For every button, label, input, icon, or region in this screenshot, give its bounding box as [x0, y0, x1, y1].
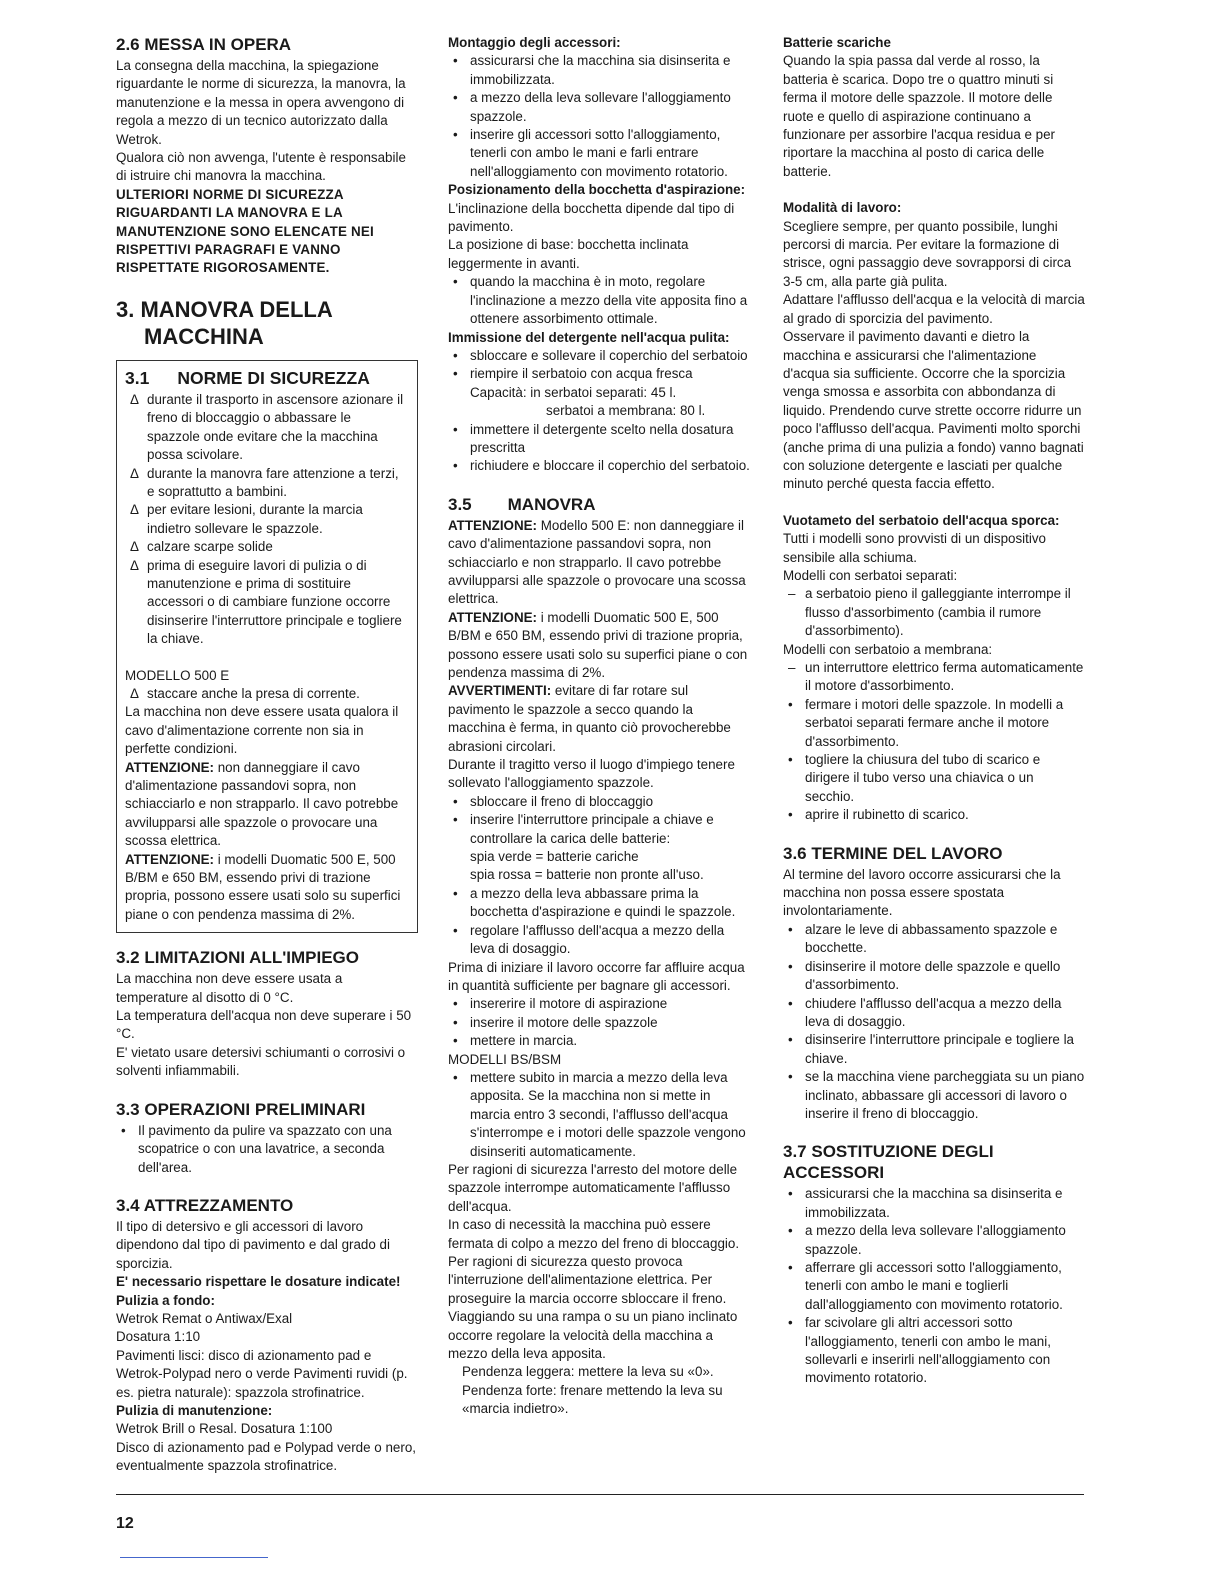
bullet-icon: • — [453, 996, 458, 1012]
list-item: • a mezzo della leva abbassare prima la bocchetta d'aspirazione e quindi le spazzole. — [453, 885, 736, 920]
bullet-icon: • — [453, 347, 458, 363]
model-label: MODELLO 500 E — [125, 667, 230, 683]
paragraph: La temperatura dell'acqua non deve superare i 50 °C. — [116, 1008, 412, 1042]
list-item: Δ per evitare lesioni, durante la marcia indietro sollevare le spazzole. — [130, 502, 363, 536]
bullet-icon: • — [453, 1014, 458, 1030]
list-item: • inserire l'interruttore principale a chiave e controllare la carica delle batterie: — [453, 812, 714, 846]
replace-accessories-list — [783, 1185, 1085, 1387]
list-item: • inserire gli accessori sotto l'alloggiamento, tenerli con ambo le mani e farli entrare nell'alloggiamento con movimento rotatorio. — [453, 127, 728, 179]
paragraph: La macchina non deve essere usata a temperature al disotto di 0 °C. — [116, 971, 343, 1005]
slope-line: Pendenza forte: frenare mettendo la leva su «marcia indietro». — [462, 1382, 723, 1417]
bullet-icon: • — [453, 885, 458, 901]
bullet-icon: • — [788, 1223, 793, 1239]
bullet-icon: • — [788, 958, 793, 974]
list-item: • mettere in marcia. — [448, 1032, 752, 1050]
list-item: • Il pavimento da pulire va spazzato con una scopatrice o con una lavatrice, a seconda dell'area. — [121, 1122, 392, 1175]
list-item: • chiudere l'afflusso dell'acqua a mezzo della leva di dosaggio. — [788, 995, 1062, 1029]
list-item: • aprire il rubinetto di scarico. — [783, 806, 1085, 824]
nozzle-list — [448, 273, 752, 328]
subheading: Pulizia a fondo: — [116, 1292, 215, 1308]
paragraph: Qualora ciò non avvenga, l'utente è responsabile di istruire chi manovra la macchina. — [116, 150, 406, 184]
bullet-icon: • — [453, 922, 458, 938]
warning-triangle-icon: Δ — [130, 502, 139, 518]
capacity-line: serbatoi a membrana: 80 l. — [546, 403, 706, 419]
operation-list — [448, 995, 752, 1050]
section-2-6-title: 2.6 MESSA IN OPERA — [116, 35, 292, 54]
bullet-icon: • — [788, 1069, 793, 1085]
list-item: • regolare l'afflusso dell'acqua a mezzo della leva di dosaggio. — [453, 922, 725, 957]
list-item: • disinserire il motore delle spazzole e quello d'assorbimento. — [788, 958, 1061, 993]
warning-triangle-icon: Δ — [130, 391, 139, 407]
paragraph: Osservare il pavimento davanti e dietro la macchina e assicurarsi che l'alimentazione d'acqua sia sufficiente. Occorre che la sporcizia venga smossa e assorbita con abbondanza di liquido. Prendendo curve strette occorre ridurre un poco l'afflusso dell'acqua. Pavimenti molto sporchi (anche prima di una pulizia a fondo) vanno bagnati con soluzione detergente e lasciati per qualche minuto perché questa faccia effetto. — [783, 329, 1084, 492]
list-item: • sbloccare il freno di bloccaggio — [448, 793, 752, 811]
section-title-line: 3.7 SOSTITUZIONE DEGLI — [783, 1142, 994, 1162]
list-item: • far scivolare gli altri accessori sotto l'alloggiamento, tenerli con ambo le mani, sollevarli e inserirli nell'alloggiamento con movimento rotatorio. — [788, 1315, 1051, 1386]
bold-notice: E' necessario rispettare le dosature indicate! — [116, 1274, 401, 1290]
bullet-icon: • — [453, 812, 458, 828]
paragraph: Wetrok Brill o Resal. Dosatura 1:100 — [116, 1421, 333, 1437]
warning-paragraph: ATTENZIONE: non danneggiare il cavo d'alimentazione passandovi sopra, non schiacciarlo e non strapparlo. Il cavo potrebbe avvilupparsi alle spazzole o provocare una scossa elettrica. — [125, 759, 399, 849]
footer-line — [120, 1557, 268, 1558]
bullet-icon: • — [453, 127, 458, 143]
detergent-list — [448, 347, 752, 384]
warning-paragraph: AVVERTIMENTI: evitare di far rotare sul pavimento le spazzole a secco quando la macchina è ferma, in quanto ciò provocherebbe abrasioni circolari. — [448, 683, 731, 754]
section-3-1-title — [125, 367, 407, 389]
bullet-icon: • — [788, 807, 793, 823]
list-item: Δ calzare scarpe solide — [125, 538, 407, 556]
paragraph: E' vietato usare detersivi schiumanti o corrosivi o solventi infiammabili. — [116, 1044, 406, 1079]
bullet-icon: • — [121, 1122, 126, 1138]
paragraph: Prima di iniziare il lavoro occorre far affluire acqua in quantità sufficiente per bagnare gli accessori. — [448, 959, 745, 993]
paragraph: Wetrok Remat o Antiwax/Exal — [116, 1310, 293, 1326]
column-3 — [783, 34, 1085, 1388]
operation-list — [448, 885, 752, 959]
model-label: MODELLI BS/BSM — [448, 1051, 562, 1067]
bullet-icon: • — [453, 458, 458, 474]
bullet-icon: • — [788, 1315, 793, 1331]
list-item: • quando la macchina è in moto, regolare l'inclinazione a mezzo della vite apposita fino a ottenere assorbimento ottimale. — [453, 274, 748, 327]
detergent-list — [448, 421, 752, 476]
paragraph: Scegliere sempre, per quanto possibile, lunghi percorsi di marcia. Per evitare la formazione di strisce, ogni passaggio deve sovrapporsi di circa 3-5 cm, alla parte già pulita. — [783, 218, 1072, 289]
list-item: • assicurarsi che la macchina sa disinserita e immobilizzata. — [788, 1186, 1063, 1220]
list-item: • a mezzo della leva sollevare l'alloggiamento spazzole. — [788, 1223, 1066, 1257]
section-3-4-title: 3.4 ATTREZZAMENTO — [116, 1195, 294, 1215]
safety-rules-box — [116, 360, 418, 933]
list-item: • afferrare gli accessori sotto l'alloggiamento, tenerli con ambo le mani e toglierli dall'alloggiamento con movimento rotatorio. — [788, 1259, 1063, 1312]
list-item: • mettere subito in marcia a mezzo della leva apposita. Se la macchina non si mette in marcia entro 3 secondi, l'afflusso dell'acqua s'interrompe e i motori delle spazzole vengono disinseriti automaticamente. — [453, 1069, 746, 1159]
operation-list — [448, 1069, 752, 1161]
section-title-line: ACCESSORI — [783, 1163, 885, 1183]
section-3-7-title — [783, 1141, 1085, 1183]
paragraph: Durante il tragitto verso il luogo d'impiego tenere sollevato l'alloggiamento spazzole. — [448, 757, 735, 791]
bullet-icon: • — [788, 921, 793, 937]
operation-list — [448, 793, 752, 848]
list-item: Δ prima di eseguire lavori di pulizia o di manutenzione e prima di sostituire accessori o di cambiare funzione occorre disinserire l'interruttore principale e togliere la chiave. — [130, 557, 402, 647]
indicator-line: spia verde = batterie cariche — [470, 849, 639, 865]
paragraph: La consegna della macchina, la spiegazione riguardante le norme di sicurezza, la manovra, la manutenzione e la messa in opera avvengono di regola a mezzo di un tecnico autorizzato dalla Wetrok. — [116, 58, 406, 147]
subheading: Batterie scariche — [783, 35, 891, 50]
bullet-icon: • — [453, 274, 458, 290]
list-item: • fermare i motori delle spazzole. In modelli a serbatoi separati fermare anche il motore d'assorbimento. — [788, 696, 1064, 749]
warning-paragraph: ATTENZIONE: i modelli Duomatic 500 E, 500 B/BM e 650 BM, essendo privi di trazione propria, possono essere usati solo su superfici piane o con pendenza massima di 2%. — [125, 851, 401, 922]
bullet-icon: • — [453, 1033, 458, 1049]
chapter-title-line: 3. MANOVRA DELLA — [116, 296, 333, 322]
warning-paragraph: ATTENZIONE: i modelli Duomatic 500 E, 500 B/BM e 650 BM, essendo privi di trazione propria, possono essere usati solo su superfici piane o con pendenza massima di 2%. — [448, 609, 748, 680]
list-item: – un interruttore elettrico ferma automaticamente il motore d'assorbimento. — [788, 660, 1084, 694]
list-item: – a serbatoio pieno il galleggiante interrompe il flusso d'assorbimento (cambia il rumore d'assorbimento). — [788, 586, 1071, 639]
slope-line: Pendenza leggera: mettere la leva su «0». — [462, 1364, 714, 1380]
warning-triangle-icon: Δ — [130, 539, 139, 555]
mounting-list — [448, 52, 752, 181]
column-2 — [448, 34, 752, 1419]
section-3-2-title: 3.2 LIMITAZIONI ALL'IMPIEGO — [116, 948, 359, 968]
paragraph: Al termine del lavoro occorre assicurarsi che la macchina non possa essere spostata involontariamente. — [783, 866, 1061, 919]
warning-triangle-icon: Δ — [130, 465, 139, 481]
warning-paragraph: ATTENZIONE: Modello 500 E: non danneggiare il cavo d'alimentazione passandovi sopra, non schiacciarlo e non strapparlo. Il cavo potrebbe avvilupparsi alle spazzole o provocare una scossa elettrica. — [448, 517, 746, 607]
subheading: Modalità di lavoro: — [783, 200, 902, 216]
model-list — [125, 685, 407, 703]
bullet-icon: • — [453, 421, 458, 437]
list-item: • insererire il motore di aspirazione — [448, 995, 752, 1013]
list-item: • togliere la chiusura del tubo di scarico e dirigere il tubo verso una chiavica o un secchio. — [788, 752, 1041, 804]
dash-icon: – — [788, 586, 796, 602]
paragraph: La posizione di base: bocchetta inclinata leggermente in avanti. — [448, 237, 689, 271]
section-number: 3.5 — [448, 494, 472, 514]
list-item: • alzare le leve di abbassamento spazzole e bocchette. — [788, 921, 1058, 956]
bullet-icon: • — [453, 53, 458, 69]
list-item: • assicurarsi che la macchina sia disinserita e immobilizzata. — [453, 53, 731, 87]
subheading: Vuotameto del serbatoio dell'acqua sporca: — [783, 512, 1060, 528]
paragraph: Adattare l'afflusso dell'acqua e la velocità di marcia al grado di sporcizia del pavimento. — [783, 292, 1085, 326]
bullet-icon: • — [453, 793, 458, 809]
list-item: Δ staccare anche la presa di corrente. — [125, 685, 407, 703]
column-1 — [116, 34, 418, 1476]
section-3-6-title: 3.6 TERMINE DEL LAVORO — [783, 843, 1003, 863]
list-item: Δ durante la manovra fare attenzione a terzi, e soprattutto a bambini. — [130, 465, 399, 499]
dash-list — [783, 659, 1085, 696]
bullet-icon: • — [788, 1186, 793, 1202]
paragraph: Quando la spia passa dal verde al rosso, la batteria è scarica. Dopo tre o quattro minuti si ferma il motore delle spazzole. Il motore delle ruote e quello di aspirazione continuano a funzionare per assorbire l'acqua residua e per riportare la macchina al posto di carica delle batterie. — [783, 53, 1056, 179]
safety-notice: ULTERIORI NORME DI SICUREZZA RIGUARDANTI LA MANOVRA E LA MANUTENZIONE SONO ELENCATE NEI RISPETTIVI PARAGRAFI E VANNO RISPETTATE RIGOROSAMENTE. — [116, 186, 374, 276]
paragraph: La macchina non deve essere usata qualora il cavo d'alimentazione corrente non sia in perfette condizioni. — [125, 704, 399, 757]
subheading: Posizionamento della bocchetta d'aspirazione: — [448, 182, 746, 198]
section-title: MANOVRA — [507, 494, 596, 514]
chapter-title-line: MACCHINA — [144, 323, 264, 349]
list-item: • riempire il serbatoio con acqua fresca — [448, 365, 752, 383]
end-of-work-list — [783, 921, 1085, 1123]
list-item: • richiudere e bloccare il coperchio del serbatoio. — [448, 457, 752, 475]
section-3-5-title — [448, 494, 752, 515]
list-item: • sbloccare e sollevare il coperchio del serbatoio — [448, 347, 752, 365]
paragraph: In caso di necessità la macchina può essere fermata di colpo a mezzo del freno di bloccaggio. Per ragioni di sicurezza questo provoca l'interruzione dell'alimentazione elettrica. Per proseguire la marcia occorre sbloccare il freno. Viaggiando su una rampa o su un piano inclinato occorre regolare la velocità della macchina a mezzo della leva apposita. — [448, 1217, 740, 1362]
paragraph: Per ragioni di sicurezza l'arresto del motore delle spazzole interrompe automaticamente l'afflusso dell'acqua. — [448, 1161, 738, 1214]
page-number: 12 — [116, 1515, 134, 1532]
list-item: • immettere il detergente scelto nella dosatura prescritta — [453, 421, 734, 455]
paragraph: Disco di azionamento pad e Polypad verde o nero, eventualmente spazzola strofinatrice. — [116, 1439, 416, 1474]
section-title: NORME DI SICUREZZA — [177, 367, 370, 388]
list-item: • a mezzo della leva sollevare l'alloggiamento spazzole. — [453, 90, 731, 124]
paragraph: Il tipo di detersivo e gli accessori di lavoro dipendono dal tipo di pavimento e dal grado di sporcizia. — [116, 1218, 390, 1271]
subheading: Montaggio degli accessori: — [448, 35, 621, 50]
dash-list — [783, 585, 1085, 640]
list-item: Δ durante il trasporto in ascensore azionare il freno di bloccaggio o abbassare le spazzole onde evitare che la macchina possa scivolare. — [130, 391, 404, 463]
subheading: Immissione del detergente nell'acqua pulita: — [448, 329, 730, 345]
bullet-icon: • — [453, 1069, 458, 1085]
bullet-icon: • — [788, 995, 793, 1011]
section-number: 3.1 — [125, 367, 150, 388]
bullet-icon: • — [453, 90, 458, 106]
safety-list — [125, 391, 407, 649]
list-item: • inserire il motore delle spazzole — [448, 1014, 752, 1032]
bullet-icon: • — [788, 1032, 793, 1048]
paragraph: Tutti i modelli sono provvisti di un dispositivo sensibile alla schiuma. — [783, 531, 1046, 565]
capacity-line: Capacità: in serbatoi separati: 45 l. — [470, 384, 677, 400]
preliminary-list — [116, 1122, 418, 1177]
bullet-icon: • — [788, 1259, 793, 1275]
warning-triangle-icon: Δ — [130, 685, 139, 701]
paragraph: L'inclinazione della bocchetta dipende dal tipo di pavimento. — [448, 200, 735, 235]
paragraph: Pavimenti lisci: disco di azionamento pad e Wetrok-Polypad nero o verde Pavimenti ruvidi (p. es. pietra naturale): spazzola strofinatrice. — [116, 1347, 408, 1400]
indicator-line: spia rossa = batterie non pronte all'uso. — [470, 867, 704, 883]
bullet-icon: • — [453, 366, 458, 382]
subheading: Pulizia di manutenzione: — [116, 1402, 273, 1418]
bullet-icon: • — [788, 696, 793, 712]
chapter-3-title — [116, 296, 418, 350]
dash-icon: – — [788, 660, 796, 675]
paragraph: Modelli con serbatoi separati: — [783, 567, 958, 583]
list-item: • disinserire l'interruttore principale e togliere la chiave. — [788, 1032, 1075, 1066]
paragraph: Modelli con serbatoio a membrana: — [783, 641, 993, 657]
bullet-icon: • — [788, 752, 793, 768]
warning-triangle-icon: Δ — [130, 557, 139, 573]
emptying-list — [783, 696, 1085, 825]
section-3-3-title: 3.3 OPERAZIONI PRELIMINARI — [116, 1099, 366, 1119]
paragraph: Dosatura 1:10 — [116, 1329, 201, 1345]
list-item: • se la macchina viene parcheggiata su un piano inclinato, abbassare gli accessori di lavoro o inserire il freno di bloccaggio. — [788, 1069, 1085, 1121]
footer-rule — [116, 1494, 1084, 1495]
